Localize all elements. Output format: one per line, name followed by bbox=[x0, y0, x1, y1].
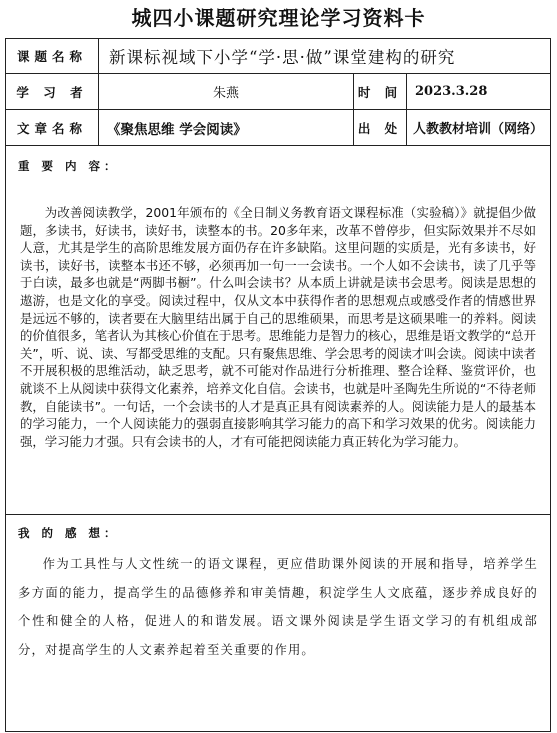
learner-row bbox=[6, 74, 550, 110]
reflection-heading: 我 的 感 想： bbox=[18, 526, 120, 540]
learner-value: 朱燕 bbox=[99, 74, 354, 109]
reflection-section bbox=[6, 515, 550, 731]
topic-row bbox=[6, 39, 550, 74]
article-value: 《聚焦思维 学会阅读》 bbox=[99, 110, 354, 145]
info-card bbox=[5, 38, 551, 732]
source-value: 人教教材培训（网络） bbox=[413, 122, 544, 137]
topic-label: 课题名称 bbox=[6, 39, 99, 73]
reflection-text: 作为工具性与人文性统一的语文课程，更应借助课外阅读的开展和指导，培养学生多方面的能力，提高学生的品德修养和审美情趣，积淀学生人文底蕴，逐步养成良好的个性和健全的人格，促进人的和谐发展。语文课外阅读是学生语文学习的有机组成部分，对提高学生的人文素养起着至关重要的作用。 bbox=[18, 557, 538, 657]
card-title: 城四小课题研究理论学习资料卡 bbox=[131, 6, 426, 30]
article-row bbox=[6, 110, 550, 146]
source-label: 出 处 bbox=[354, 110, 407, 145]
time-value: 2023.3.28 bbox=[415, 84, 488, 99]
content-section bbox=[6, 146, 550, 515]
content-heading: 重 要 内 容： bbox=[18, 159, 120, 173]
content-text: 为改善阅读教学，2001年颁布的《全日制义务教育语文课程标准（实验稿）》就提倡少做题，多读书，好读书，读好书，读整本的书。20多年来，改革不曾停步，但实际效果并不尽如人意，尤其是学生的高阶思维发展方面仍存在许多缺陷。这里问题的实质是，光有多读书，好读书，读好书，读整本书还不够，必须再加一句一一会读书。一个人如不会读书，读了几乎等于白读，最多也就是“两脚书橱”。什么叫会读书？从本质上讲就是读书会思考。阅读是思想的遨游，也是文化的享受。阅读过程中，仅从文本中获得作者的思想观点或感受作者的情感世界是远远不够的，读者要在大脑里结出属于自己的思维硕果，而思考是这硕果唯一的养料。阅读的价值很多，笔者认为其核心价值在于思考。思维能力是智力的核心，思维是语文教学的“总开关”，听、说、读、写都受思维的支配。只有聚焦思维、学会思考的阅读才叫会读。阅读中读者不开展积极的思维活动，缺乏思考，就不可能对作品进行分析推理、整合诠释、鉴赏评价，也就谈不上从阅读中获得文化素养，培养文化自信。会读书，也就是叶圣陶先生所说的“不待老师教，自能读书”。一句话，一个会读书的人才是真正具有阅读素养的人。阅读能力是人的最基本的学习能力，一个人阅读能力的强弱直接影响其学习能力的高下和学习效果的优劣。阅读能力强，学习能力才强。只有会读书的人，才有可能把阅读能力真正转化为学习能力。 bbox=[20, 205, 536, 449]
learner-label: 学 习 者 bbox=[6, 74, 99, 109]
time-label: 时 间 bbox=[354, 74, 407, 109]
topic-value: 新课标视域下小学“学·思·做”课堂建构的研究 bbox=[109, 48, 456, 67]
article-label: 文章名称 bbox=[6, 110, 99, 145]
